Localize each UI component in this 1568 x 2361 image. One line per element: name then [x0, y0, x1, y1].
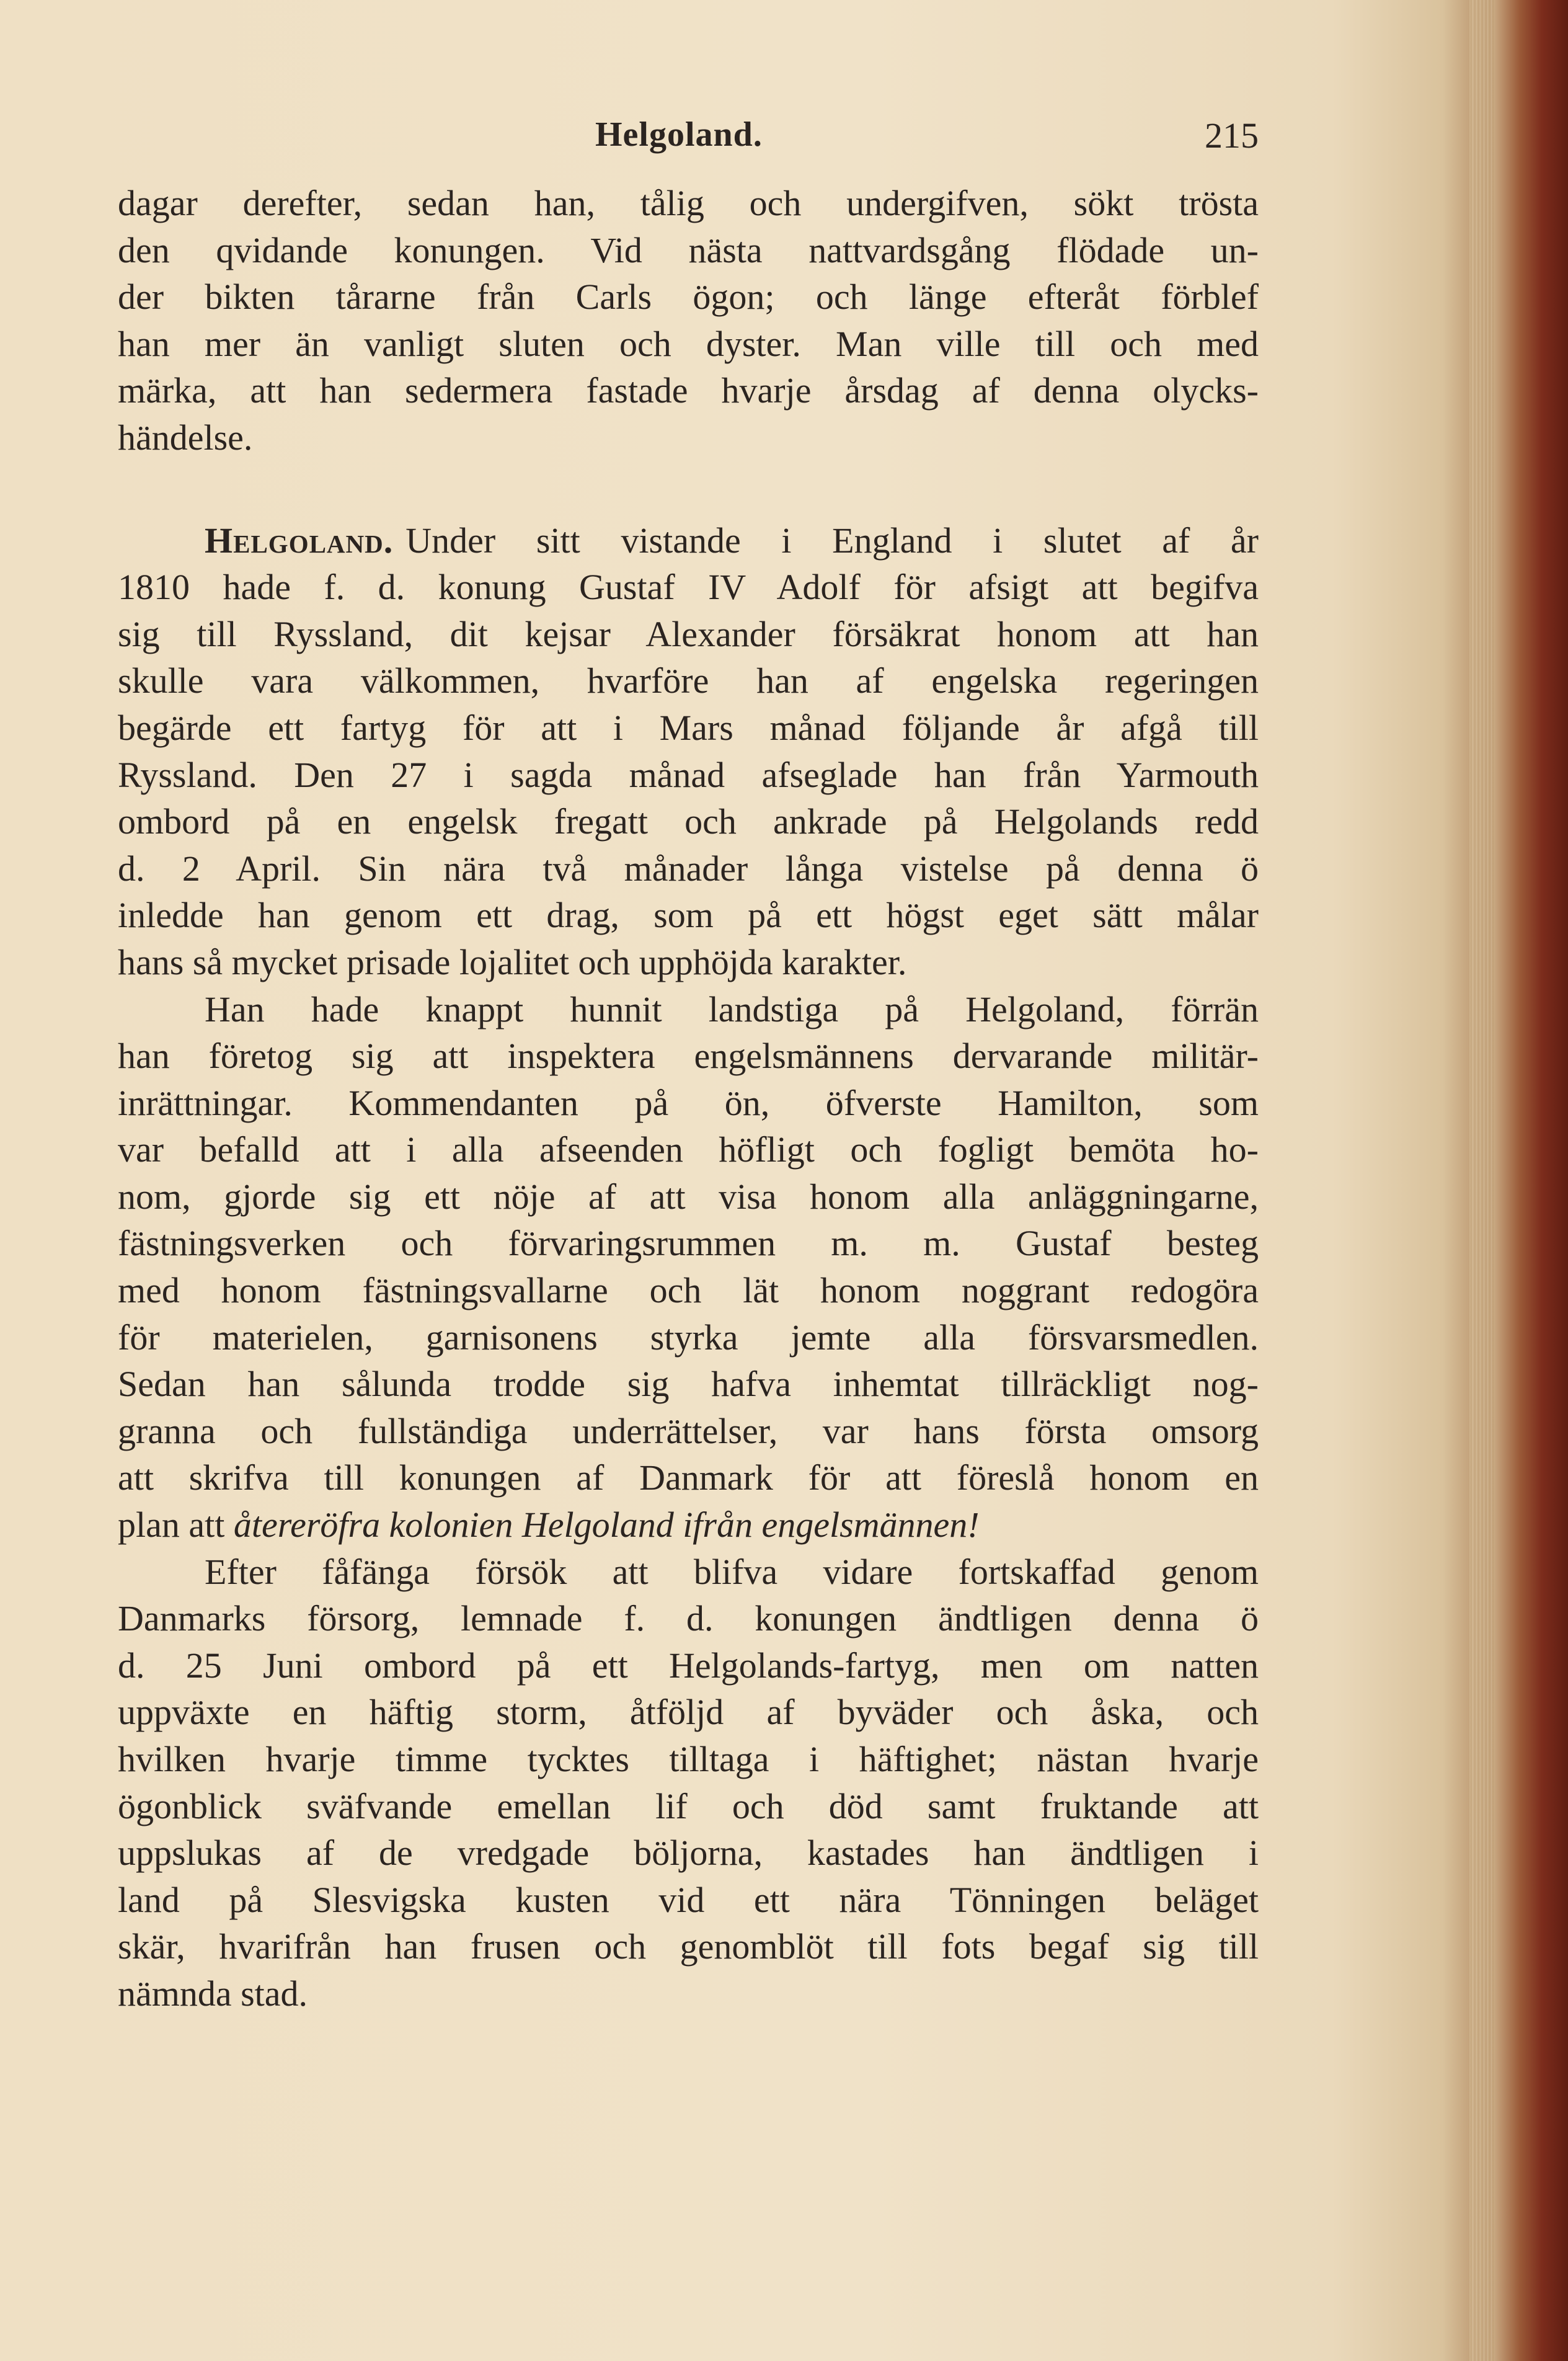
text-line: inrättningar. Kommendanten på ön, öfverste Hamilton, som: [118, 1082, 1259, 1123]
paragraph-1: [118, 180, 1259, 461]
text-line: han mer än vanligt sluten och dyster. Man ville till och med: [118, 323, 1259, 364]
text-line: att skrifva till konungen af Danmark för att föreslå honom en: [118, 1457, 1259, 1498]
text-line: fästningsverken och förvaringsrummen m. m. Gustaf besteg: [118, 1223, 1259, 1264]
text-line: den qvidande konungen. Vid nästa nattvardsgång flödade un-: [118, 229, 1259, 270]
text-line: Ryssland. Den 27 i sagda månad afseglade han från Yarmouth: [118, 754, 1259, 795]
text-line: der bikten tårarne från Carls ögon; och länge efteråt förblef: [118, 277, 1259, 318]
text-line: händelse.: [118, 417, 253, 458]
page-body: [118, 180, 1259, 2017]
text-line-start: plan att: [118, 1505, 225, 1545]
running-title: Helgoland.: [595, 115, 763, 154]
emphasized-text: återeröfra kolonien Helgoland ifrån engelsmännen!: [233, 1505, 980, 1545]
section-first-line: [118, 517, 1259, 564]
text-line: hans så mycket prisade lojalitet och upphöjda karakter.: [118, 941, 907, 982]
text-line: märka, att han sedermera fastade hvarje årsdag af denna olycks-: [118, 370, 1259, 411]
text-line: Efter fåfänga försök att blifva vidare fortskaffad genom: [205, 1551, 1259, 1592]
section-heading: Helgoland.: [205, 520, 394, 561]
text-line: sig till Ryssland, dit kejsar Alexander försäkrat honom att han: [118, 613, 1259, 654]
text-line: hvilken hvarje timme tycktes tilltaga i häftighet; nästan hvarje: [118, 1739, 1259, 1779]
page-header: [118, 115, 1259, 171]
text-line: granna och fullständiga underrättelser, var hans första omsorg: [118, 1410, 1259, 1451]
text-line: Danmarks försorg, lemnade f. d. konungen ändtligen denna ö: [118, 1598, 1259, 1639]
text-line: d. 2 April. Sin nära två månader långa vistelse på denna ö: [118, 848, 1259, 889]
text-line: var befalld att i alla afseenden höfligt och fogligt bemöta ho-: [118, 1129, 1259, 1170]
page-number: 215: [1205, 115, 1259, 156]
text-line: dagar derefter, sedan han, tålig och undergifven, sökt trösta: [118, 183, 1259, 223]
text-line: nom, gjorde sig ett nöje af att visa honom alla anläggningarne,: [118, 1176, 1259, 1217]
section-gap: [118, 461, 1259, 517]
text-line: skulle vara välkommen, hvarföre han af engelska regeringen: [118, 660, 1259, 701]
section-first-line-text: Under sitt vistande i England i slutet af år: [405, 520, 1259, 561]
text-line: begärde ett fartyg för att i Mars månad följande år afgå till: [118, 707, 1259, 748]
text-line: Sedan han sålunda trodde sig hafva inhemtat tillräckligt nog-: [118, 1364, 1259, 1405]
text-line: ombord på en engelsk fregatt och ankrade på Helgolands redd: [118, 801, 1259, 842]
page-edges: [1469, 0, 1494, 2361]
book-spine: [1494, 0, 1568, 2361]
paragraph-3: [118, 986, 1259, 1549]
text-line: med honom fästningsvallarne och lät honom noggrant redogöra: [118, 1270, 1259, 1311]
text-line: uppslukas af de vredgade böljorna, kastades han ändtligen i: [118, 1833, 1259, 1874]
text-line-final: [118, 1501, 1259, 1549]
text-line: för materielen, garnisonens styrka jemte alla försvarsmedlen.: [118, 1317, 1259, 1358]
text-line: 1810 hade f. d. konung Gustaf IV Adolf för afsigt att begifva: [118, 567, 1259, 608]
text-line: han företog sig att inspektera engelsmännens dervarande militär-: [118, 1036, 1259, 1077]
text-line: nämnda stad.: [118, 1973, 308, 2014]
text-line: d. 25 Juni ombord på ett Helgolands-fartyg, men om natten: [118, 1645, 1259, 1686]
text-line: Han hade knappt hunnit landstiga på Helgoland, förrän: [205, 989, 1259, 1029]
text-line: inledde han genom ett drag, som på ett högst eget sätt målar: [118, 895, 1259, 936]
text-line: uppväxte en häftig storm, åtföljd af byväder och åska, och: [118, 1692, 1259, 1733]
text-line: ögonblick sväfvande emellan lif och död samt fruktande att: [118, 1785, 1259, 1826]
text-line: skär, hvarifrån han frusen och genomblöt till fots begaf sig till: [118, 1926, 1259, 1967]
text-line: land på Slesvigska kusten vid ett nära Tönningen beläget: [118, 1879, 1259, 1920]
paragraph-4: [118, 1549, 1259, 2017]
section-helgoland: [118, 517, 1259, 986]
